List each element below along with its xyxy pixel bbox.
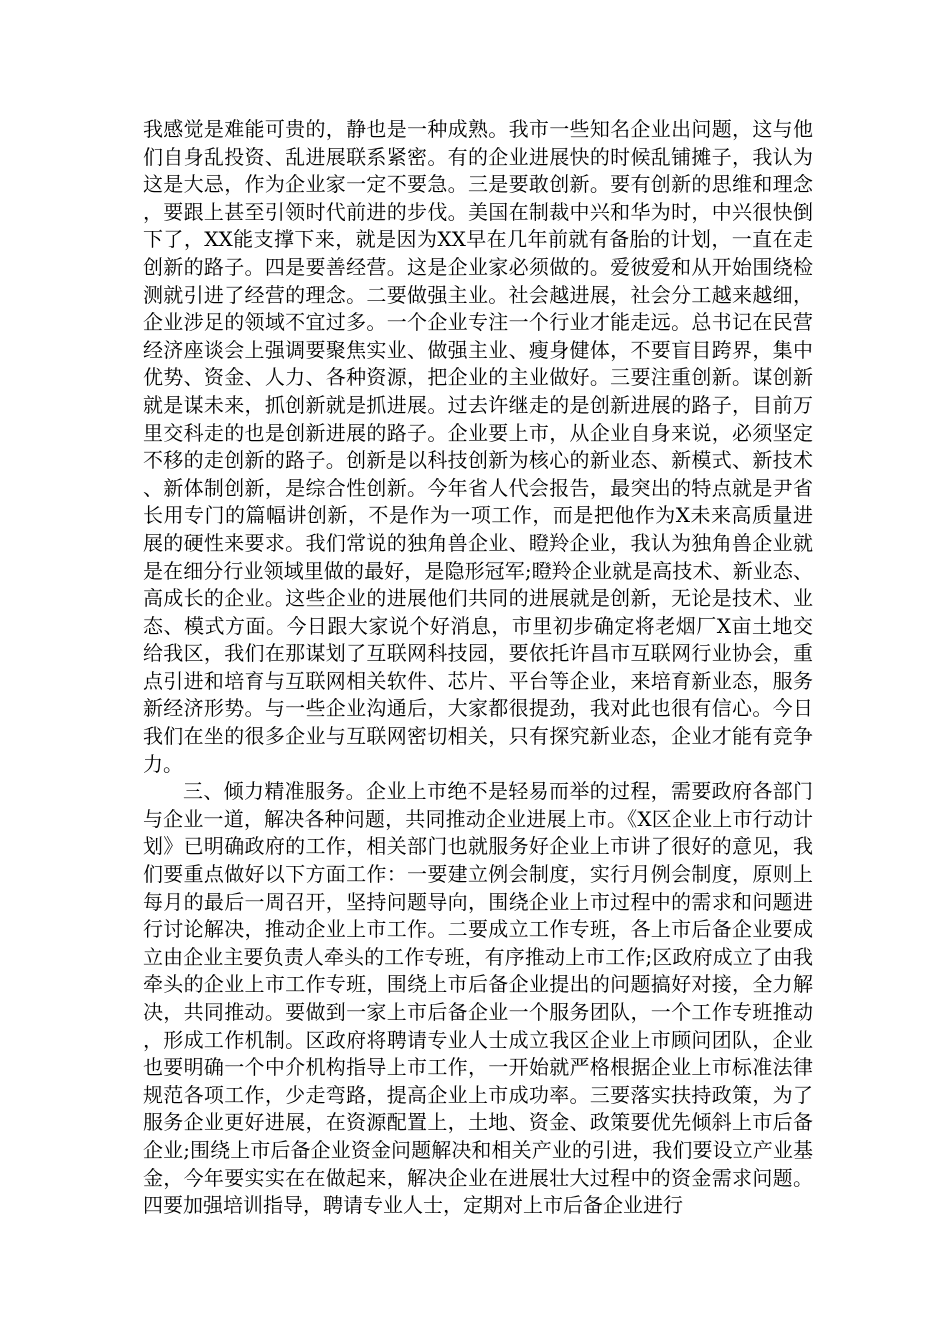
document-body (143, 116, 813, 1220)
paragraph-section-three: 三、倾力精准服务。企业上市绝不是轻易而举的过程，需要政府各部门与企业一道，解决各种问题，共同推动企业进展上市。《X区企业上市行动计划》已明确政府的工作，相关部门也就服务好企业上市讲了很好的意见，我们要重点做好以下方面工作：一要建立例会制度，实行月例会制度，原则上每月的最后一周召开，坚持问题导向，围绕企业上市过程中的需求和问题进行讨论解决，推动企业上市工作。二要成立工作专班，各上市后备企业要成立由企业主要负责人牵头的工作专班，有序推动上市工作;区政府成立了由我牵头的企业上市工作专班，围绕上市后备企业提出的问题搞好对接，全力解决，共同推动。要做到一家上市后备企业一个服务团队，一个工作专班推动，形成工作机制。区政府将聘请专业人士成立我区企业上市顾问团队，企业也要明确一个中介机构指导上市工作，一开始就严格根据企业上市标准法律规范各项工作，少走弯路，提高企业上市成功率。三要落实扶持政策，为了服务企业更好进展，在资源配置上，土地、资金、政策要优先倾斜上市后备企业;围绕上市后备企业资金问题解决和相关产业的引进，我们要设立产业基金，今年要实实在在做起来，解决企业在进展壮大过程中的资金需求问题。四要加强培训指导，聘请专业人士，定期对上市后备企业进行 (143, 779, 813, 1218)
paragraph-continuation: 我感觉是难能可贵的，静也是一种成熟。我市一些知名企业出问题，这与他们自身乱投资、乱进展联系紧密。有的企业进展快的时候乱铺摊子，我认为这是大忌，作为企业家一定不要急。三是要敢创新。要有创新的思维和理念，要跟上甚至引领时代前进的步伐。美国在制裁中兴和华为时，中兴很快倒下了，XX能支撑下来，就是因为XX早在几年前就有备胎的计划，一直在走创新的路子。四是要善经营。这是企业家必须做的。爱彼爱和从开始围绕检测就引进了经营的理念。二要做强主业。社会越进展，社会分工越来越细，企业涉足的领域不宜过多。一个企业专注一个行业才能走远。总书记在民营经济座谈会上强调要聚焦实业、做强主业、瘦身健体，不要盲目跨界，集中优势、资金、人力、各种资源，把企业的主业做好。三要注重创新。谋创新就是谋未来，抓创新就是抓进展。过去许继走的是创新进展的路子，目前万里交科走的也是创新进展的路子。企业要上市，从企业自身来说，必须坚定不移的走创新的路子。创新是以科技创新为核心的新业态、新模式、新技术、新体制创新，是综合性创新。今年省人代会报告，最突出的特点就是尹省长用专门的篇幅讲创新，不是作为一项工作，而是把他作为X未来高质量进展的硬性来要求。我们常说的独角兽企业、瞪羚企业，我认为独角兽企业就是在细分行业领域里做的最好，是隐形冠军;瞪羚企业就是高技术、新业态、高成长的企业。这些企业的进展他们共同的进展就是创新，无论是技术、业态、模式方面。今日跟大家说个好消息，市里初步确定将老烟厂X亩土地交给我区，我们在那谋划了互联网科技园，要依托许昌市互联网行业协会，重点引进和培育与互联网相关软件、芯片、平台等企业，来培育新业态，服务新经济形势。与一些企业沟通后，大家都很提劲，我对此也很有信心。今日我们在坐的很多企业与互联网密切相关，只有探究新业态，企业才能有竞争力。 (143, 117, 813, 776)
